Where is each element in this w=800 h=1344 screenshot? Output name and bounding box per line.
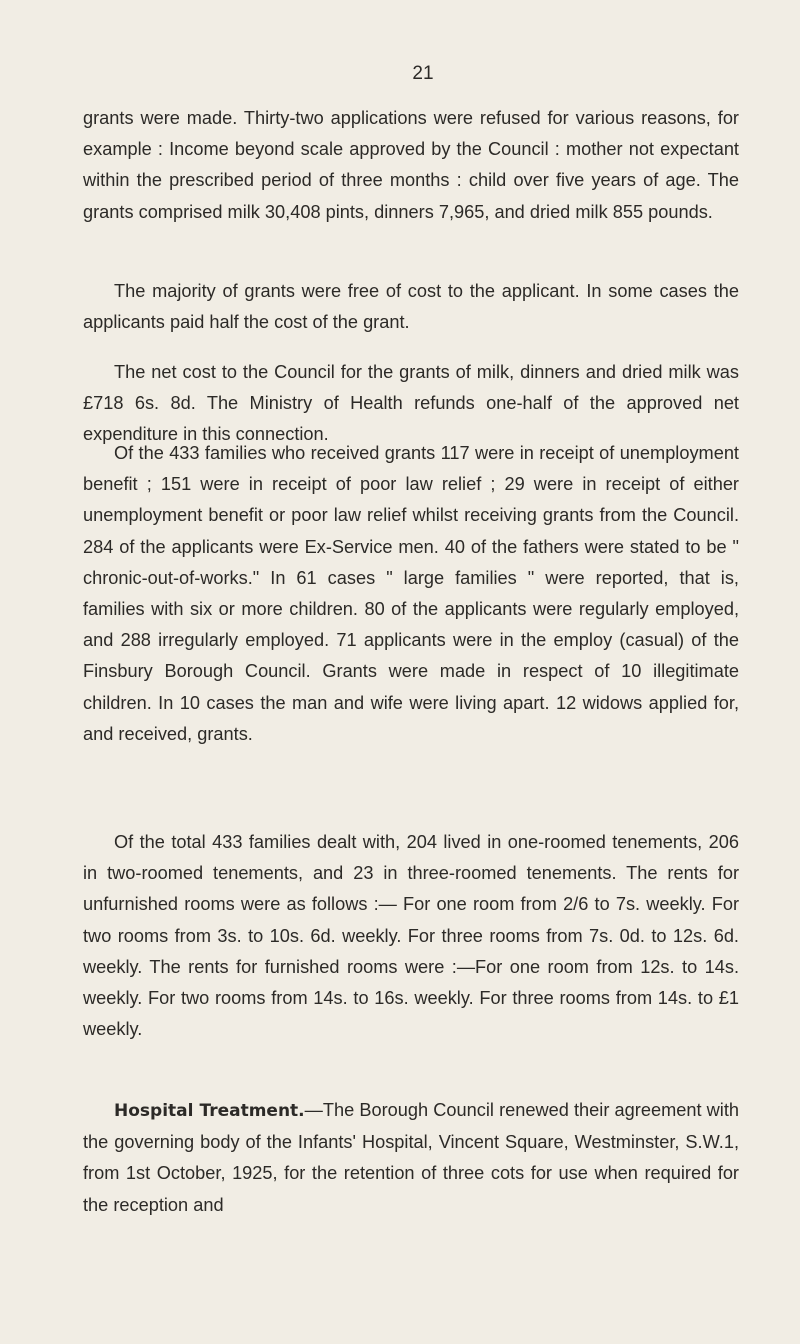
paragraph-hospital-treatment-body: —The Borough Council renewed their agreement with the governing body of the Infants' Hospital, Vincent Square, Westminster, S.W.1, from 1st October, 1925, for the retention of three cots for use when required for the reception and	[83, 1100, 740, 1215]
paragraph-tenements-rents: Of the total 433 families dealt with, 204 lived in one-roomed tenements, 206 in two-roomed tenements, and 23 in three-roomed tenements. The rents for unfurnished rooms were as follows :— For one room from 2/6 to 7s. weekly. For two rooms from 3s. to 10s. 6d. weekly. For three rooms from 7s. 0d. to 12s. 6d. weekly. The rents for furnished rooms were :—For one room from 12s. to 14s. weekly. For two rooms from 14s. to 16s. weekly. For three rooms from 14s. to £1 weekly.	[83, 832, 739, 1040]
paragraph-majority-free: The majority of grants were free of cost to the applicant. In some cases the applicants paid half the cost of the grant.	[83, 281, 739, 333]
section-heading-hospital-treatment: Hospital Treatment.	[114, 1101, 305, 1121]
page-number: 21	[412, 63, 434, 84]
paragraph-net-cost: The net cost to the Council for the grants of milk, dinners and dried milk was £718 6s. 8d. The Ministry of Health refunds one-half of the approved net expenditure in this connection.	[83, 362, 739, 445]
paragraph-families-receipt: Of the 433 families who received grants 117 were in receipt of unemployment benefit ; 151 were in receipt of poor law relief ; 29 were in receipt of either unemployment benefit or poor law relief whilst receiving grants from the Council. 284 of the applicants were Ex-Service men. 40 of the fathers were stated to be " chronic-out-of-works." In 61 cases " large families " were reported, that is, families with six or more children. 80 of the applicants were regularly employed, and 288 irregularly employed. 71 applicants were in the employ (casual) of the Finsbury Borough Council. Grants were made in respect of 10 illegitimate children. In 10 cases the man and wife were living apart. 12 widows applied for, and received, grants.	[83, 443, 739, 744]
paragraph-hospital-treatment	[83, 1095, 739, 1221]
paragraph-grants-made: grants were made. Thirty-two applications were refused for various reasons, for example : Income beyond scale approved by the Council : mother not expectant within the prescribed period of three months : child over five years of age. The grants comprised milk 30,408 pints, dinners 7,965, and dried milk 855 pounds.	[83, 108, 739, 222]
